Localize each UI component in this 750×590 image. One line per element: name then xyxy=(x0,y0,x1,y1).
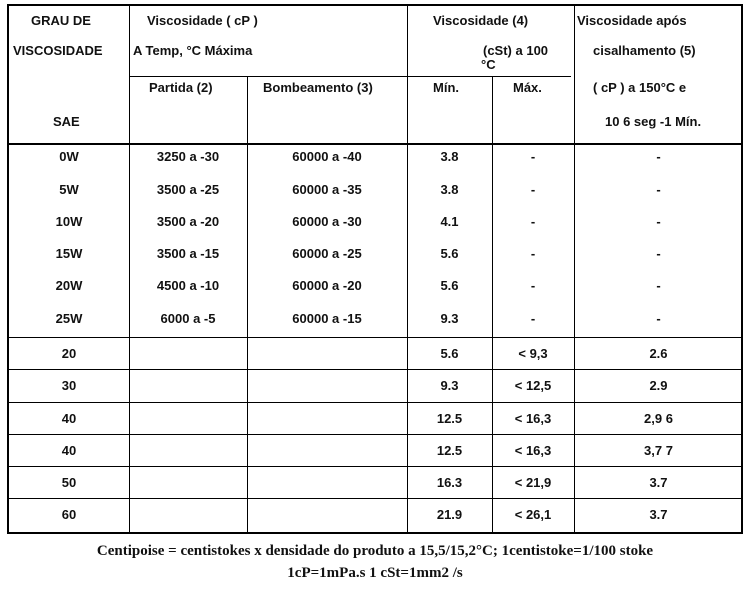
header-bombeamento: Bombeamento (3) xyxy=(263,80,373,95)
cell-cisalhamento: - xyxy=(656,214,661,229)
cell-partida: 3500 a -15 xyxy=(156,246,220,261)
header-max: Máx. xyxy=(513,80,542,95)
cell-min: 12.5 xyxy=(436,411,463,426)
row-divider xyxy=(9,498,741,499)
cell-cisalhamento: 3.7 xyxy=(649,475,668,490)
cell-partida: 3500 a -25 xyxy=(156,182,220,197)
cell-max: - xyxy=(530,149,536,164)
cell-sae: 40 xyxy=(61,443,77,458)
cell-bombeamento: 60000 a -20 xyxy=(292,278,362,293)
cell-max: - xyxy=(530,214,536,229)
cell-cisalhamento: 2,9 6 xyxy=(644,411,673,426)
cell-sae: 20W xyxy=(55,278,83,293)
cell-partida: 3250 a -30 xyxy=(156,149,220,164)
cell-sae: 15W xyxy=(55,246,83,261)
cell-max: < 21,9 xyxy=(514,475,552,490)
cell-min: 4.1 xyxy=(440,214,459,229)
header-min: Mín. xyxy=(433,80,459,95)
header-visc4-line3: °C xyxy=(481,57,496,72)
cell-min: 3.8 xyxy=(440,182,459,197)
cell-max: - xyxy=(530,278,536,293)
cell-min: 16.3 xyxy=(436,475,463,490)
header-partida: Partida (2) xyxy=(149,80,213,95)
cell-max: - xyxy=(530,311,536,326)
cell-min: 12.5 xyxy=(436,443,463,458)
cell-sae: 30 xyxy=(61,378,77,393)
cell-bombeamento: 60000 a -40 xyxy=(292,149,362,164)
cell-sae: 20 xyxy=(61,346,77,361)
cell-min: 21.9 xyxy=(436,507,463,522)
cell-max: < 26,1 xyxy=(514,507,552,522)
cell-cisalhamento: - xyxy=(656,246,661,261)
cell-max: - xyxy=(530,182,536,197)
cell-cisalhamento: - xyxy=(656,149,661,164)
cell-min: 5.6 xyxy=(440,246,459,261)
header-visc5-line4: 10 6 seg -1 Mín. xyxy=(605,114,702,129)
cell-min: 3.8 xyxy=(440,149,459,164)
header-visc4-line2: (cSt) a 100 xyxy=(483,43,549,58)
header-grau: GRAU DE xyxy=(31,13,91,28)
cell-sae: 60 xyxy=(61,507,77,522)
header-visc4-line1: Viscosidade (4) xyxy=(433,13,529,28)
cell-max: - xyxy=(530,246,536,261)
row-divider xyxy=(9,337,741,338)
cell-max: < 16,3 xyxy=(514,411,552,426)
col-divider xyxy=(129,6,130,532)
cell-min: 5.6 xyxy=(440,278,459,293)
row-divider xyxy=(9,434,741,435)
header-visc-cp: Viscosidade ( cP ) xyxy=(147,13,258,28)
header-visc5-line1: Viscosidade após xyxy=(577,13,687,28)
cell-max: < 9,3 xyxy=(518,346,548,361)
cell-sae: 50 xyxy=(61,475,77,490)
cell-min: 5.6 xyxy=(440,346,459,361)
cell-partida: 4500 a -10 xyxy=(156,278,220,293)
cell-cisalhamento: 3,7 7 xyxy=(644,443,673,458)
row-divider xyxy=(9,402,741,403)
cell-min: 9.3 xyxy=(440,311,459,326)
cell-min: 9.3 xyxy=(440,378,459,393)
cell-partida: 6000 a -5 xyxy=(160,311,216,326)
cell-max: < 16,3 xyxy=(514,443,552,458)
cell-max: < 12,5 xyxy=(514,378,552,393)
header-bottom-line xyxy=(9,143,741,145)
cell-sae: 40 xyxy=(61,411,77,426)
header-divider xyxy=(129,76,571,77)
cell-bombeamento: 60000 a -25 xyxy=(292,246,362,261)
header-visc5-line3: ( cP ) a 150°C e xyxy=(593,80,687,95)
cell-cisalhamento: - xyxy=(656,182,661,197)
row-divider xyxy=(9,466,741,467)
header-visc5-line2: cisalhamento (5) xyxy=(593,43,696,58)
cell-sae: 5W xyxy=(59,182,79,197)
cell-bombeamento: 60000 a -35 xyxy=(292,182,362,197)
header-temp-max: A Temp, °C Máxima xyxy=(133,43,253,58)
cell-sae: 25W xyxy=(55,311,83,326)
header-viscosidade: VISCOSIDADE xyxy=(13,43,103,58)
cell-partida: 3500 a -20 xyxy=(156,214,220,229)
cell-bombeamento: 60000 a -15 xyxy=(292,311,362,326)
cell-cisalhamento: 3.7 xyxy=(649,507,668,522)
footer-note-line2: 1cP=1mPa.s 1 cSt=1mm2 /s xyxy=(287,565,463,581)
cell-cisalhamento: 2.6 xyxy=(649,346,668,361)
cell-bombeamento: 60000 a -30 xyxy=(292,214,362,229)
header-sae: SAE xyxy=(53,114,80,129)
cell-cisalhamento: - xyxy=(656,278,661,293)
cell-cisalhamento: - xyxy=(656,311,661,326)
footer-note-line1: Centipoise = centistokes x densidade do produto a 15,5/15,2°C; 1centistoke=1/100 stoke xyxy=(96,543,654,559)
cell-sae: 10W xyxy=(55,214,83,229)
cell-cisalhamento: 2.9 xyxy=(649,378,668,393)
cell-sae: 0W xyxy=(59,149,79,164)
row-divider xyxy=(9,369,741,370)
viscosity-table xyxy=(7,4,743,534)
